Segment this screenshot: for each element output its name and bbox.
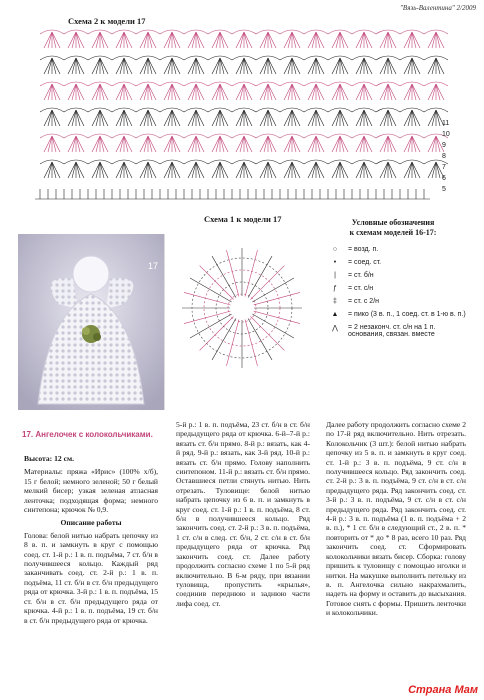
height-text: Высота: 12 см. (24, 454, 75, 463)
legend-item (322, 311, 470, 318)
legend-text: = соед. ст. (348, 259, 382, 266)
scheme1-diagram (180, 228, 310, 388)
col1-body: Голова: белой нитью набрать цепочку из 8 в. п. и замкнуть в круг с помощью соед. ст. 1-й р.: 1 в. п. подъёма, 7 ст. б/н в получившееся кольцо. Каждый ряд заканчивать соед. ст. 2-й р.: 1 в. п. подъёма, 11 ст. б/н в ст. б/н предыдущего ряда от крючка. 3-й р.: 1 в. п. подъёма, 15 ст. б/н в ст. б/н предыдущего ряда от крючка. 4-й р.: 1 в. п. подъёма, 19 ст. б/н в ст. б/н предыдущего ряда от крючка. (24, 530, 159, 625)
angel-photo-image (18, 234, 164, 410)
materials-text: Материалы: пряжа «Ирис» (100% х/б), 15 г белой; немного зеленой; 50 г белый мелкий бисер; узкая зеленая атласная ленточка; подходящая форма; немного синтепона; крючок № 0,9. (24, 467, 158, 515)
row-number: 10 (442, 131, 450, 138)
legend-symbol: ○ (332, 246, 338, 253)
legend-text: = ст. с 2/н (348, 298, 380, 305)
watermark: Страна Мам (408, 684, 478, 696)
photo-number: 17 (148, 261, 159, 271)
angel-photo (18, 234, 165, 410)
row-number: 9 (442, 142, 446, 149)
legend-symbol: • (333, 259, 337, 266)
legend-text: = 2 незаконч. ст. с/н на 1 п. основания, связан. вместе (348, 324, 436, 338)
col2-body: 5-й р.: 1 в. п. подъёма, 23 ст. б/н в ст. б/н предыдущего ряда от крючка. 6-й–7-й р.: вязать ст. б/н прямо. 8-й р.: вязать, как 4-й ряд. 9-й р.: вязать, как 3-й ряд. 10-й р.: вязать ст. б/н прямо. Голову наполнить синтепоном. 11-й р.: вязать ст. б/н прямо. Оставшиеся петли стянуть нитью. Нить отрезать. Туловище: белой нитью набрать цепочку из 6 в. п. и замкнуть в круг соед. ст. 1-й р.: 1 в. п. подъёма, 8 ст. б/н в получившееся кольцо. Ряд закончить соед. ст. 2-й р.: 3 в. п. подъёма, 1 ст. с/н в след. ст. б/н, 2 ст. с/н в ст. б/н предыдущего ряда от крючка. Ряд закончить соед. ст. Далее работу продолжить согласно схеме 1 по 5-й ряд включительно. В 6-м ряду, при вязании туловища, пропустить «крылья», соединив переднюю и заднюю части лифа соед. ст. (176, 420, 310, 608)
legend-symbol: ▲ (331, 311, 339, 318)
scheme1-title: Схема 1 к модели 17 (204, 214, 282, 224)
row-number: 7 (442, 164, 446, 171)
row-number: 6 (442, 175, 446, 182)
column-3 (326, 420, 466, 618)
legend-text: = ст. с/н (348, 285, 374, 292)
legend-symbol: ⋀ (332, 325, 338, 332)
model-heading-bar (18, 428, 164, 446)
row-number: 5 (442, 186, 446, 193)
row-number: 8 (442, 153, 446, 160)
legend-item (322, 298, 470, 305)
legend-item (322, 324, 470, 338)
legend-item (322, 285, 470, 292)
scheme2-title: Схема 2 к модели 17 (68, 16, 146, 26)
legend-item (322, 272, 470, 279)
row-number: 11 (442, 120, 450, 127)
model-heading: 17. Ангелочек с колокольчиками. (22, 430, 153, 439)
column-1 (24, 454, 158, 625)
col3-body: Далее работу продолжить согласно схеме 2 по 17-й ряд включительно. Нить отрезать. Колокольчик (3 шт.): белой нитью набрать цепочку из 5 в. п. и замкнуть в круг соед. ст. 1-й р.: 3 в. п. подъёма, 9 ст. с/н в получившееся кольцо. Ряд закончить соед. ст. 2-й р.: 3 в. п. подъёма, 9 ст. с/н в ст. с/н предыдущего ряда. Ряд закончить соед. ст. 3-й р.: 3 в. п. подъёма, 9 ст. с/н в ст. с/н предыдущего ряда. Ряд закончить соед. ст. 4-й р.: 3 в. п. подъёма (1 в. п. подъёма + 2 в. п.), * 1 ст. б/н в следующий ст., 2 в. п. * повторить от * до * 8 раз, всего 10 раз. Ряд закончить соед. ст. Сформировать колокольчики вязать бисер. Сборка: голову пришить к туловищу с помощью иголки и нитки. На макушке выполнить петельку из в. п. Ангелочка сильно накрахмалить, надеть на форму и оставить до высыхания. Готовое снять с формы. Пришить ленточки и колокольчики. (326, 420, 466, 618)
column-2 (176, 420, 310, 608)
legend-text: = ст. б/н (348, 272, 374, 279)
legend-list (322, 246, 470, 344)
legend-item (322, 246, 470, 253)
legend-symbol: ‡ (333, 298, 337, 305)
legend-item (322, 259, 470, 266)
scheme2-row-numbers (442, 120, 472, 200)
legend-symbol: | (334, 272, 336, 279)
scheme2-diagram (30, 24, 450, 204)
legend-title: Условные обозначения к схемам моделей 16-17: (349, 218, 437, 237)
legend-text: = пико (3 в. п., 1 соед. ст. в 1-ю в. п.) (348, 311, 466, 318)
desc-title: Описание работы (60, 518, 122, 528)
legend-symbol: ƒ (333, 285, 337, 292)
legend-text: = возд. п. (348, 246, 379, 253)
magazine-header: "Вязь-Валентина" 2/2009 (399, 4, 476, 12)
